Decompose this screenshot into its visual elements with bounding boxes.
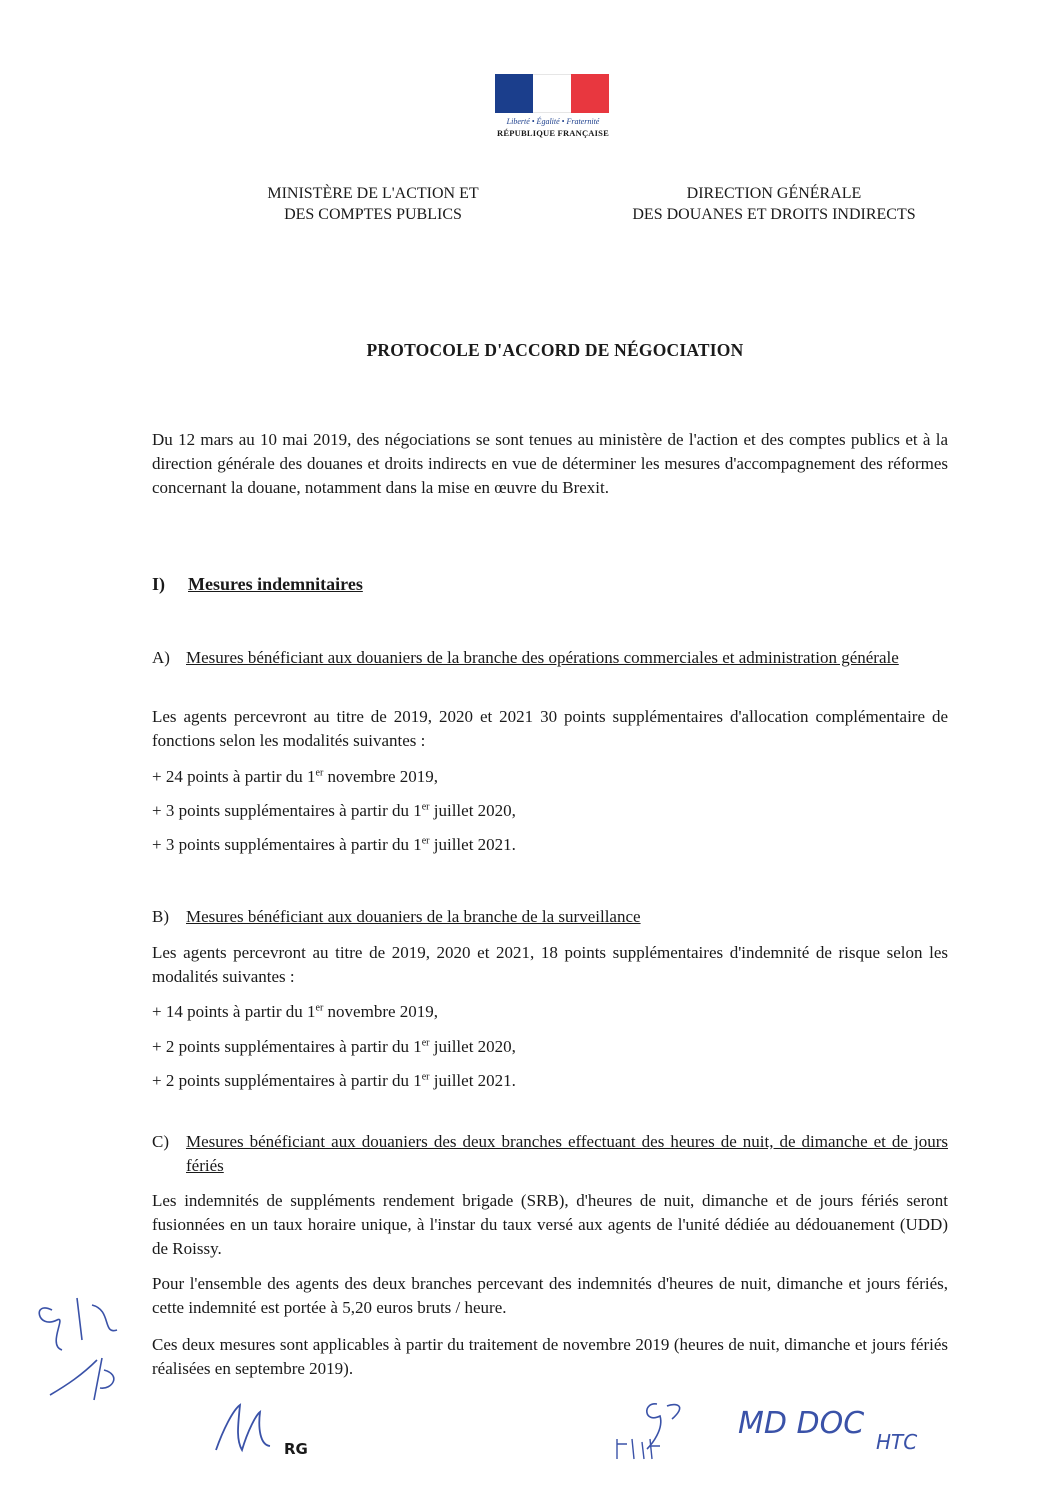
subsection-a-item: + 24 points à partir du 1er novembre 2019, (152, 767, 439, 786)
subsection-c-paragraph: Ces deux mesures sont applicables à partir du traitement de novembre 2019 (heures de nuit, dimanche et jours fériés réalisées en septembre 2019). (152, 1335, 948, 1378)
logo-motto: Liberté • Égalité • Fraternité (506, 117, 600, 126)
section-heading (152, 574, 363, 595)
subsection-c-paragraph: Les indemnités de suppléments rendement brigade (SRB), d'heures de nuit, dimanche et de jours fériés seront fusionnées en un taux horaire unique, à l'instar du taux versé aux agents de l'unité dédiée au dédouanement (UDD) de Roissy. (152, 1191, 948, 1258)
subsection-a-title: Mesures bénéficiant aux douaniers de la branche des opérations commerciales et administration générale (186, 648, 899, 667)
directorate-header (578, 183, 970, 225)
subsection-a-item: + 3 points supplémentaires à partir du 1er juillet 2021. (152, 835, 516, 854)
initials-md-doc: MD DOC (738, 1406, 865, 1441)
marianne-flag-icon (495, 74, 611, 113)
subsection-c-title: Mesures bénéficiant aux douaniers des deux branches effectuant des heures de nuit, de dimanche et de jours fériés (186, 1132, 948, 1175)
handwritten-initials-center-icon (612, 1394, 692, 1464)
subsection-b-item: + 2 points supplémentaires à partir du 1er juillet 2020, (152, 1037, 516, 1056)
initials-rg: RG (284, 1440, 308, 1458)
subsection-b-item: + 2 points supplémentaires à partir du 1er juillet 2021. (152, 1071, 516, 1090)
document-title: PROTOCOLE D'ACCORD DE NÉGOCIATION (366, 340, 744, 360)
subsection-a-heading (152, 646, 948, 670)
subsection-b-item: + 14 points à partir du 1er novembre 2019, (152, 1002, 439, 1021)
handwritten-initials-left-icon (22, 1290, 132, 1420)
logo-republic: RÉPUBLIQUE FRANÇAISE (497, 128, 609, 138)
subsection-a-letter: A) (152, 648, 170, 667)
republique-francaise-logo (495, 74, 611, 138)
ministry-line-2: DES COMPTES PUBLICS (284, 206, 462, 223)
directorate-line-2: DES DOUANES ET DROITS INDIRECTS (632, 206, 916, 223)
subsection-b-letter: B) (152, 907, 169, 926)
subsection-b-text: Les agents percevront au titre de 2019, 2020 et 2021, 18 points supplémentaires d'indemnité de risque selon les modalités suivantes : (152, 943, 948, 986)
ministry-header (232, 183, 514, 225)
directorate-line-1: DIRECTION GÉNÉRALE (686, 185, 862, 202)
subsection-c-paragraph: Pour l'ensemble des agents des deux branches percevant des indemnités d'heures de nuit, dimanche et jours fériés, cette indemnité est portée à 5,20 euros bruts / heure. (152, 1274, 948, 1317)
subsection-c-heading (152, 1130, 948, 1178)
handwritten-signature-icon (208, 1400, 278, 1460)
section-number: I) (152, 574, 165, 594)
subsection-a-text: Les agents percevront au titre de 2019, 2020 et 2021 30 points supplémentaires d'allocation complémentaire de fonctions selon les modalités suivantes : (152, 707, 948, 750)
subsection-c-letter: C) (152, 1132, 169, 1151)
subsection-b-heading (152, 905, 948, 929)
ministry-line-1: MINISTÈRE DE L'ACTION ET (267, 185, 479, 202)
initials-htc: HTC (876, 1430, 918, 1454)
subsection-a-item: + 3 points supplémentaires à partir du 1er juillet 2020, (152, 801, 516, 820)
subsection-b-title: Mesures bénéficiant aux douaniers de la branche de la surveillance (186, 907, 641, 926)
intro-paragraph: Du 12 mars au 10 mai 2019, des négociations se sont tenues au ministère de l'action et des comptes publics et à la direction générale des douanes et droits indirects en vue de déterminer les mesures d'accompagnement des réformes concernant la douane, notamment dans la mise en œuvre du Brexit. (152, 430, 948, 497)
section-title: Mesures indemnitaires (188, 574, 363, 594)
